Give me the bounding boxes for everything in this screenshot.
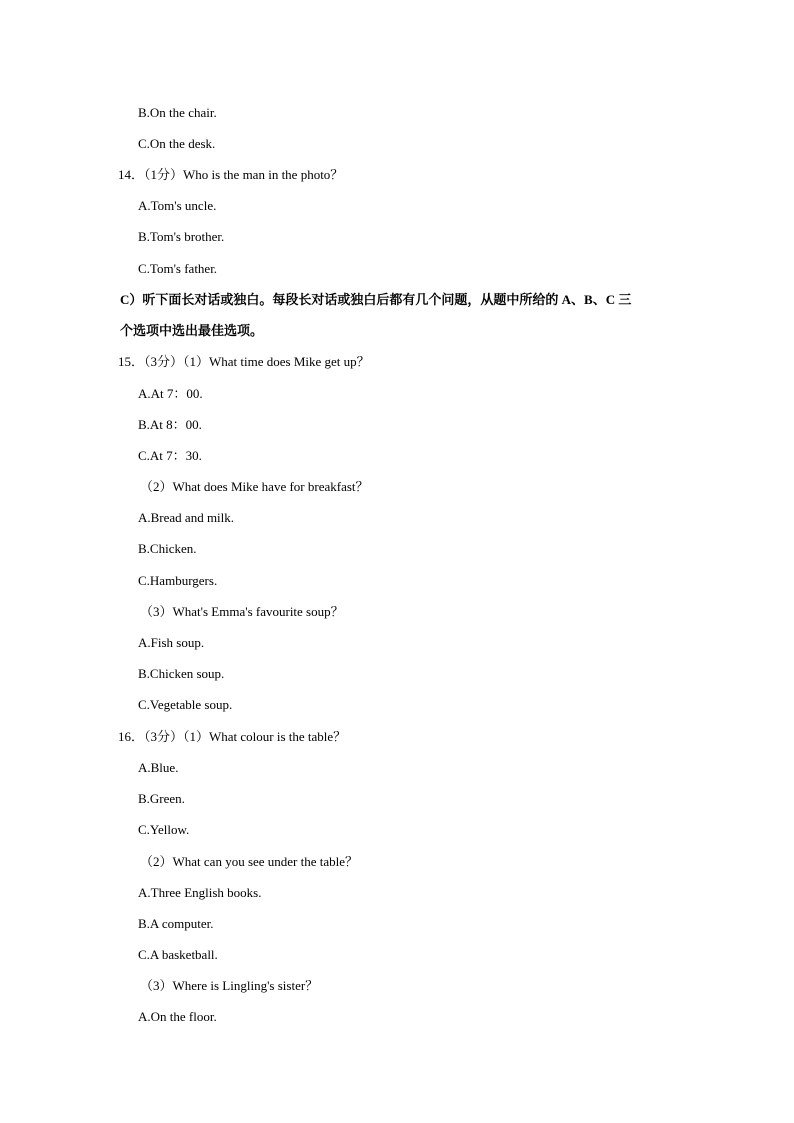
- q15-1-option-b: B.At 8：00.: [138, 417, 202, 432]
- q16-2-stem: （2）What can you see under the table？: [140, 854, 359, 869]
- q15-stem: 15．（3分）（1）What time does Mike get up？: [118, 354, 370, 369]
- section-c-instruction-line2: 个选项中选出最佳选项。: [120, 323, 264, 338]
- q15-2-option-a: A.Bread and milk.: [138, 510, 235, 525]
- q16-3-option-a: A.On the floor.: [138, 1009, 217, 1024]
- q14-option-c: C.Tom's father.: [138, 261, 218, 276]
- q15-2-stem: （2）What does Mike have for breakfast？: [140, 479, 369, 494]
- q16-1-option-a: A.Blue.: [138, 760, 179, 775]
- section-c-instruction-line1: C）听下面长对话或独白。每段长对话或独白后都有几个问题，从题中所给的 A、B、C 三: [120, 292, 632, 307]
- q15-3-option-c: C.Vegetable soup.: [138, 697, 233, 712]
- q15-1-option-c: C.At 7：30.: [138, 448, 202, 463]
- q15-3-stem: （3）What's Emma's favourite soup？: [140, 604, 344, 619]
- q15-2-option-c: C.Hamburgers.: [138, 573, 218, 588]
- q15-1-option-a: A.At 7：00.: [138, 386, 203, 401]
- q15-3-option-b: B.Chicken soup.: [138, 666, 225, 681]
- q16-1-option-b: B.Green.: [138, 791, 185, 806]
- q16-2-option-a: A.Three English books.: [138, 885, 262, 900]
- q13-option-b: B.On the chair.: [138, 105, 217, 120]
- q16-2-option-c: C.A basketball.: [138, 947, 218, 962]
- q14-option-a: A.Tom's uncle.: [138, 198, 217, 213]
- q15-2-option-b: B.Chicken.: [138, 541, 197, 556]
- q13-option-c: C.On the desk.: [138, 136, 216, 151]
- q16-1-option-c: C.Yellow.: [138, 822, 190, 837]
- q15-3-option-a: A.Fish soup.: [138, 635, 205, 650]
- q14-option-b: B.Tom's brother.: [138, 229, 225, 244]
- q16-3-stem: （3）Where is Lingling's sister？: [140, 978, 319, 993]
- q14-stem: 14．（1分）Who is the man in the photo？: [118, 167, 344, 182]
- q16-2-option-b: B.A computer.: [138, 916, 214, 931]
- q16-stem: 16．（3分）（1）What colour is the table？: [118, 729, 347, 744]
